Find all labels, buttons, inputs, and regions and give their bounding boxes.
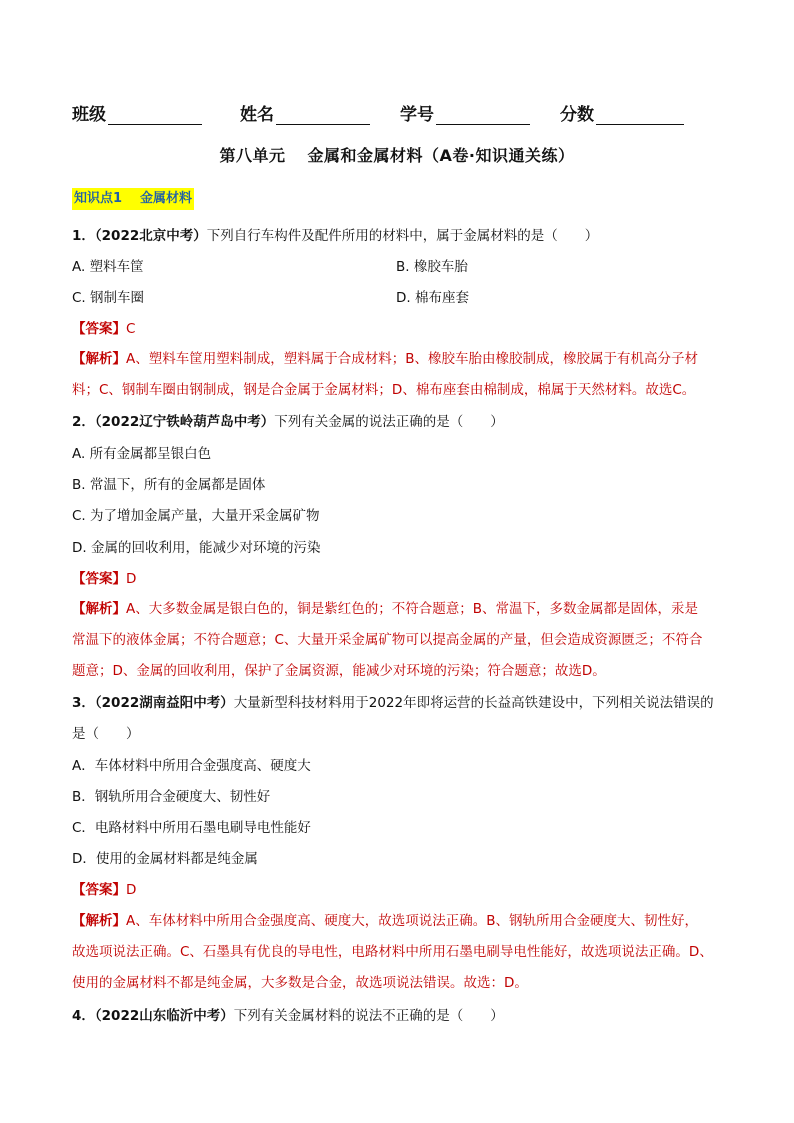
- analysis-2: [72, 594, 724, 687]
- option-d: D. 棉布座套: [396, 290, 469, 306]
- question-number: 1．: [72, 228, 95, 244]
- score-blank[interactable]: [596, 106, 684, 125]
- question-source: （2022山东临沂中考）: [94, 1008, 234, 1024]
- analysis-text: 料；C、钢制车圈由钢制成，钢是合金属于金属材料；D、棉布座套由棉制成，棉属于天然材料。故选C。: [72, 382, 696, 398]
- analysis-1: [72, 344, 724, 406]
- option-b: B. 常温下，所有的金属都是固体: [72, 477, 266, 493]
- analysis-text: 常温下的液体金属；不符合题意；C、大量开采金属矿物可以提高金属的产量，但会造成资源匮乏；不符合: [72, 632, 703, 648]
- page-title: [0, 143, 794, 166]
- question-2-stem: [72, 412, 504, 432]
- answer-label: 【答案】: [72, 321, 126, 337]
- option-a: A. 所有金属都呈银白色: [72, 446, 212, 462]
- name-field[interactable]: [240, 100, 370, 125]
- student-id-blank[interactable]: [436, 106, 530, 125]
- option-c: C. 为了增加金属产量，大量开采金属矿物: [72, 508, 320, 524]
- option-b: B. 橡胶车胎: [396, 259, 468, 275]
- answer-label: 【答案】: [72, 571, 126, 587]
- question-4-stem: [72, 1006, 504, 1026]
- student-info-fields: [72, 100, 712, 128]
- unit-title: 第八单元: [219, 146, 286, 165]
- answer-2: [72, 569, 136, 589]
- name-blank[interactable]: [276, 106, 370, 125]
- question-text: 大量新型科技材料用于2022年即将运营的长益高铁建设中，下列相关说法错误的: [233, 695, 714, 711]
- analysis-text: 使用的金属材料不都是纯金属，大多数是合金，故选项说法错误。故选：D。: [72, 975, 528, 991]
- student-id-label: 学号: [400, 105, 434, 125]
- question-source: （2022湖南益阳中考）: [94, 695, 234, 711]
- analysis-label: 【解析】: [72, 351, 126, 367]
- knowledge-point-name: 金属材料: [140, 191, 193, 206]
- question-1-stem: [72, 226, 598, 246]
- analysis-label: 【解析】: [72, 913, 126, 929]
- option-c: C. 钢制车圈: [72, 290, 145, 306]
- question-text: 下列有关金属的说法正确的是（ ）: [274, 414, 504, 430]
- analysis-text: 故选项说法正确。C、石墨具有优良的导电性，电路材料中所用石墨电刷导电性能好，故选项说法正确。D、: [72, 944, 713, 960]
- answer-value: D: [126, 571, 137, 587]
- score-field[interactable]: [560, 100, 684, 125]
- question-3-stem: [72, 688, 724, 750]
- option-b: B．钢轨所用合金硬度大、韧性好: [72, 789, 271, 805]
- question-text: 是（ ）: [72, 726, 140, 742]
- answer-value: D: [126, 882, 137, 898]
- analysis-text: A、塑料车筐用塑料制成，塑料属于合成材料；B、橡胶车胎由橡胶制成，橡胶属于有机高分子材: [126, 351, 698, 367]
- option-a: A．车体材料中所用合金强度高、硬度大: [72, 758, 311, 774]
- knowledge-point-heading: [72, 188, 194, 210]
- question-number: 2．: [72, 414, 95, 430]
- question-source: （2022辽宁铁岭葫芦岛中考）: [94, 414, 275, 430]
- analysis-3: [72, 906, 724, 999]
- analysis-text: A、车体材料中所用合金强度高、硬度大，故选项说法正确。B、钢轨所用合金硬度大、韧性好，: [126, 913, 698, 929]
- score-label: 分数: [560, 105, 594, 125]
- answer-value: C: [126, 321, 136, 337]
- class-field[interactable]: [72, 100, 202, 125]
- knowledge-point-label: 知识点1: [74, 191, 123, 206]
- class-blank[interactable]: [108, 106, 202, 125]
- question-text: 下列自行车构件及配件所用的材料中，属于金属材料的是（ ）: [206, 228, 599, 244]
- question-number: 4．: [72, 1008, 95, 1024]
- option-d: D．使用的金属材料都是纯金属: [72, 851, 258, 867]
- topic-title: 金属和金属材料（A卷·知识通关练）: [307, 146, 575, 165]
- answer-label: 【答案】: [72, 882, 126, 898]
- question-number: 3．: [72, 695, 95, 711]
- analysis-text: A、大多数金属是银白色的，铜是紫红色的；不符合题意；B、常温下，多数金属都是固体，汞是: [126, 601, 698, 617]
- student-id-field[interactable]: [400, 100, 530, 125]
- analysis-label: 【解析】: [72, 601, 126, 617]
- question-source: （2022北京中考）: [94, 228, 207, 244]
- option-d: D. 金属的回收利用，能减少对环境的污染: [72, 540, 321, 556]
- class-label: 班级: [72, 105, 106, 125]
- answer-1: [72, 319, 135, 339]
- question-text: 下列有关金属材料的说法不正确的是（ ）: [233, 1008, 504, 1024]
- analysis-text: 题意；D、金属的回收利用，保护了金属资源，能减少对环境的污染；符合题意；故选D。: [72, 663, 606, 679]
- option-c: C．电路材料中所用石墨电刷导电性能好: [72, 820, 311, 836]
- option-a: A. 塑料车筐: [72, 259, 144, 275]
- name-label: 姓名: [240, 105, 274, 125]
- answer-3: [72, 880, 136, 900]
